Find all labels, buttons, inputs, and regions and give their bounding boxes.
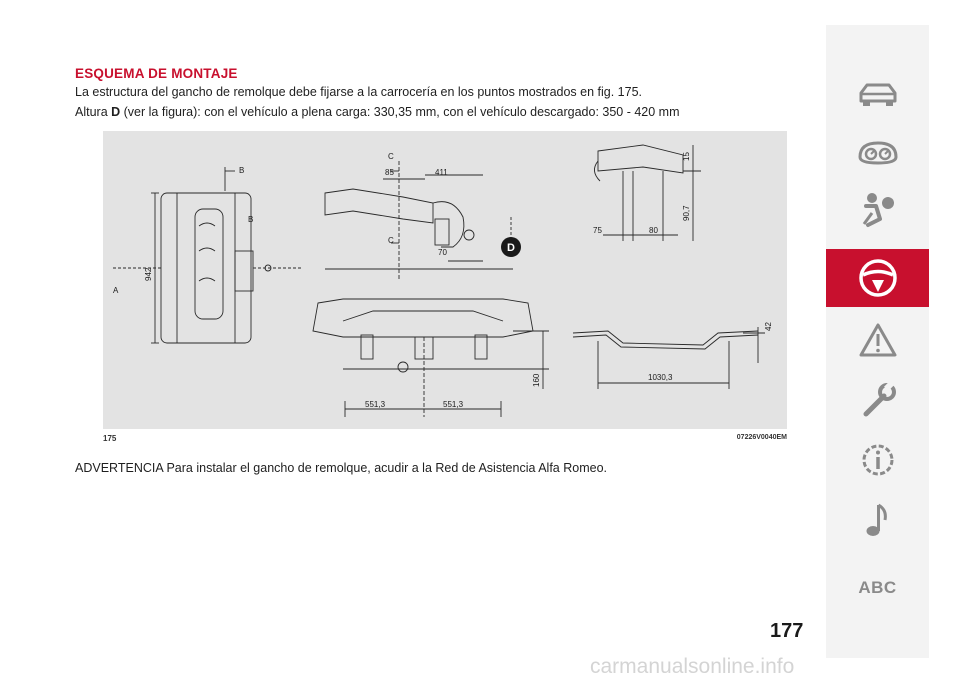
dim-411: 411 [435, 168, 448, 177]
dim-15: 15 [682, 152, 691, 161]
section-title: ESQUEMA DE MONTAJE [75, 66, 238, 81]
label-b-side: B [248, 215, 254, 224]
label-a: A [113, 286, 119, 295]
paragraph-height [75, 105, 680, 119]
car-icon [857, 79, 899, 109]
watermark: carmanualsonline.info [590, 655, 795, 678]
dim-85: 85 [385, 168, 394, 177]
dim-75: 75 [593, 226, 602, 235]
paragraph-structure: La estructura del gancho de remolque debe fijarse a la carrocería en los puntos mostrados en fig. 175. [75, 85, 643, 99]
dim-942: 942 [144, 267, 153, 281]
sidebar-item-emergency[interactable] [826, 311, 929, 369]
mounting-diagram [103, 131, 787, 429]
dim-80: 80 [649, 226, 658, 235]
sidebar-item-multimedia[interactable] [826, 491, 929, 549]
height-values: (ver la figura): con el vehículo a plena carga: 330,35 mm, con el vehículo descargado: 350 - 420 mm [120, 105, 680, 119]
figure-number: 175 [103, 434, 117, 443]
height-marker-d: D [507, 242, 515, 254]
dim-551-3-right: 551,3 [443, 400, 464, 409]
sidebar-item-safety[interactable] [826, 181, 929, 239]
dim-90-7: 90,7 [682, 205, 691, 221]
page-number: 177 [770, 620, 804, 642]
warning-triangle-icon [858, 322, 898, 358]
chapter-sidebar [826, 25, 929, 658]
sidebar-item-index[interactable] [826, 559, 929, 617]
warning-text: ADVERTENCIA Para instalar el gancho de remolque, acudir a la Red de Asistencia Alfa Romeo. [75, 461, 607, 475]
sidebar-item-driving[interactable] [826, 249, 929, 307]
dim-42: 42 [764, 322, 773, 331]
wrench-icon [858, 380, 898, 420]
label-b-top: B [239, 166, 245, 175]
figure-code: 07226V0040EM [736, 434, 787, 441]
airbag-icon [858, 191, 898, 229]
dashboard-icon [856, 137, 900, 167]
dim-160: 160 [532, 373, 541, 387]
label-c-bottom: C [388, 236, 394, 245]
sidebar-item-vehicle[interactable] [826, 65, 929, 123]
info-gear-icon [858, 440, 898, 480]
label-c-top: C [388, 152, 394, 161]
height-prefix: Altura [75, 105, 112, 119]
mounting-diagram-drawing [103, 131, 787, 429]
sidebar-item-dashboard[interactable] [826, 123, 929, 181]
dim-1030-3: 1030,3 [648, 373, 673, 382]
dim-551-3-left: 551,3 [365, 400, 386, 409]
height-letter: D [111, 105, 121, 119]
music-note-icon [863, 500, 893, 540]
dim-70: 70 [438, 248, 447, 257]
index-label: ABC [858, 578, 897, 597]
sidebar-item-maintenance[interactable] [826, 371, 929, 429]
sidebar-item-technical-data[interactable] [826, 431, 929, 489]
steering-wheel-icon [856, 256, 900, 300]
